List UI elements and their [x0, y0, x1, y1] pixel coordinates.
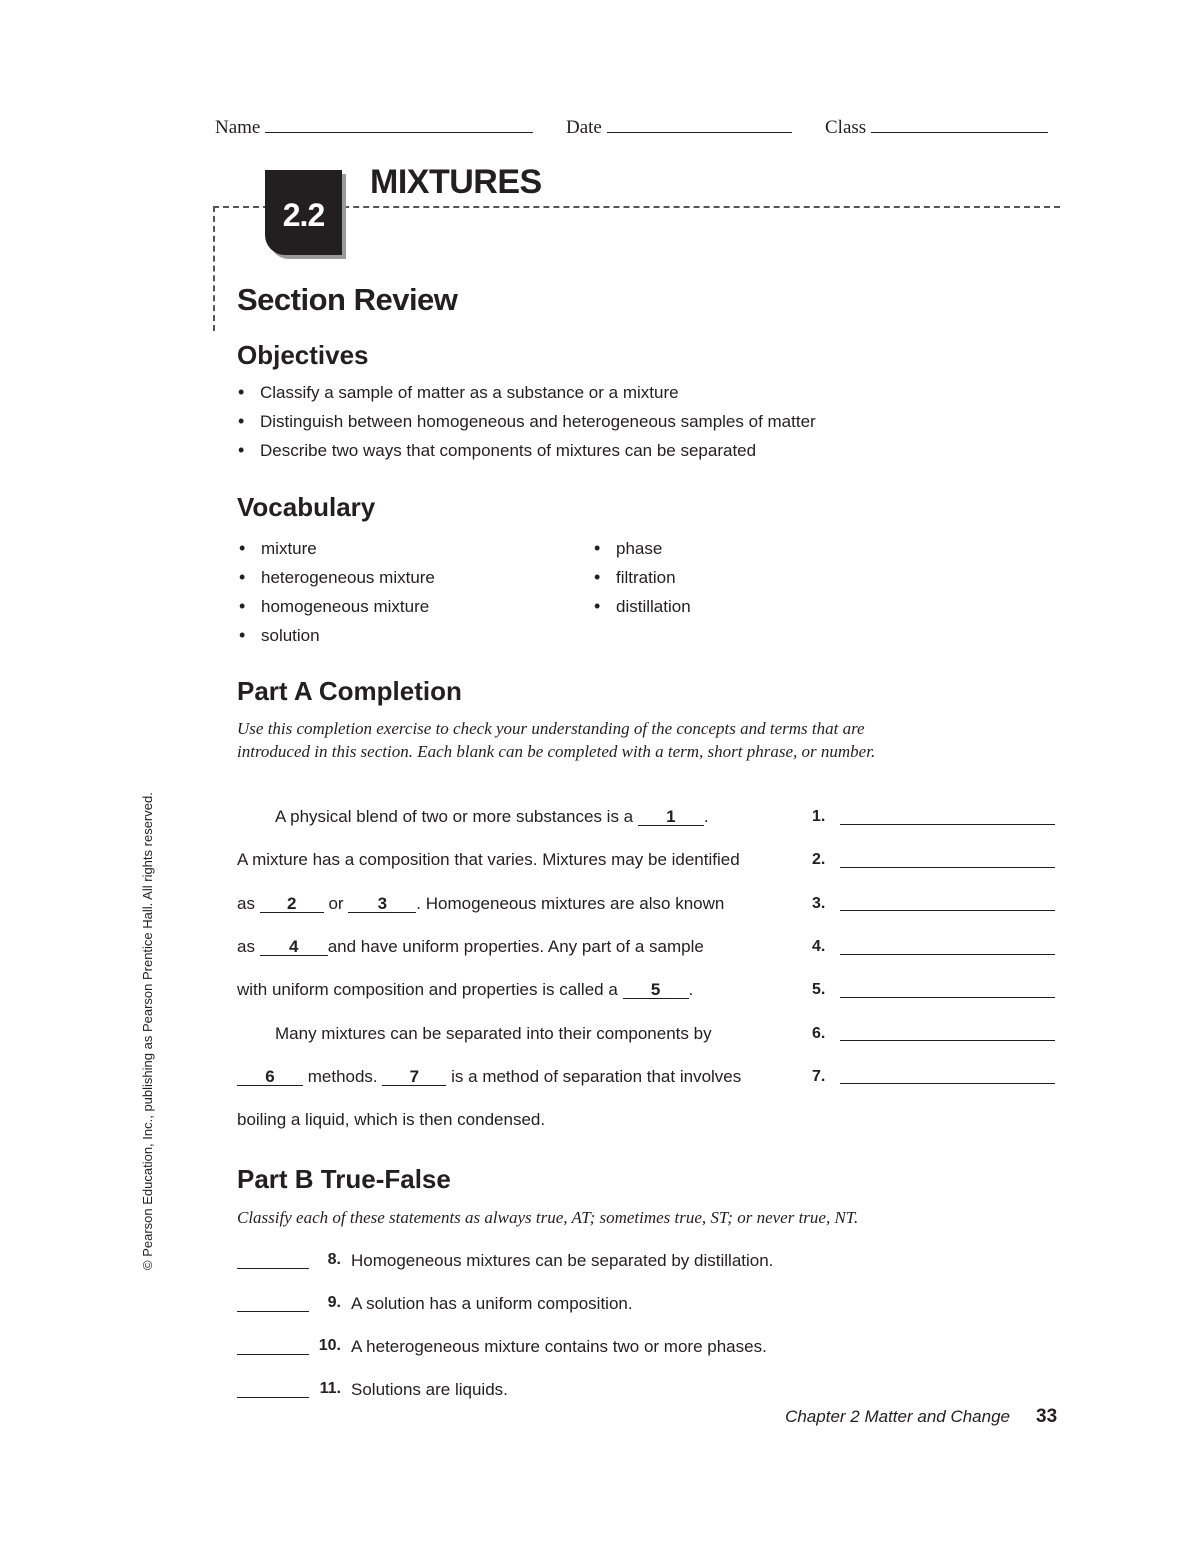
answer-number: 5.	[812, 981, 826, 998]
class-line[interactable]	[871, 116, 1048, 133]
name-field[interactable]	[215, 116, 533, 139]
question-number: 9.	[327, 1294, 341, 1311]
completion-line: A physical blend of two or more substances is a 1 .	[275, 807, 709, 826]
date-line[interactable]	[607, 116, 792, 133]
vocab-term: • homogeneous mixture	[239, 596, 429, 617]
completion-line: 6 methods. 7 is a method of separation that involves	[237, 1067, 741, 1087]
class-label: Class	[825, 117, 867, 138]
completion-line: boiling a liquid, which is then condensed.	[237, 1110, 546, 1129]
date-field[interactable]	[566, 116, 792, 139]
blank-1: 1	[638, 808, 704, 826]
answer-line[interactable]	[840, 1040, 1055, 1041]
blank-4: 4	[260, 938, 328, 956]
answer-line[interactable]	[840, 997, 1055, 998]
chapter-footer: Chapter 2 Matter and Change	[785, 1407, 1010, 1426]
objective-item: • Classify a sample of matter as a substance or a mixture	[238, 382, 679, 403]
answer-line[interactable]	[840, 910, 1055, 911]
blank-3: 3	[348, 895, 416, 913]
vocab-term: • phase	[594, 538, 662, 559]
page-number: 33	[1036, 1406, 1058, 1427]
copyright-notice: © Pearson Education, Inc., publishing as Pearson Prentice Hall. All rights reserved.	[140, 792, 155, 1270]
completion-line: with uniform composition and properties is called a 5 .	[237, 980, 694, 999]
vocab-term: • solution	[239, 625, 320, 646]
true-false-answer-line[interactable]	[237, 1268, 309, 1269]
section-rule-vertical	[213, 206, 215, 331]
blank-6: 6	[237, 1068, 303, 1086]
true-false-answer-line[interactable]	[237, 1397, 309, 1398]
answer-line[interactable]	[840, 1083, 1055, 1084]
answer-line[interactable]	[840, 867, 1055, 868]
true-false-answer-line[interactable]	[237, 1354, 309, 1355]
question-text: Homogeneous mixtures can be separated by distillation.	[351, 1251, 774, 1270]
objective-item: • Describe two ways that components of mixtures can be separated	[238, 440, 756, 461]
completion-line: as 2 or 3 . Homogeneous mixtures are also known	[237, 894, 725, 913]
date-label: Date	[566, 117, 602, 138]
vocabulary-heading: Vocabulary	[237, 492, 376, 522]
answer-number: 2.	[812, 851, 826, 868]
question-number: 11.	[319, 1380, 341, 1397]
objective-item: • Distinguish between homogeneous and heterogeneous samples of matter	[238, 411, 816, 432]
answer-line[interactable]	[840, 824, 1055, 825]
question-text: Solutions are liquids.	[351, 1380, 508, 1399]
question-text: A solution has a uniform composition.	[351, 1294, 633, 1313]
question-text: A heterogeneous mixture contains two or more phases.	[351, 1337, 767, 1356]
part-b-heading: Part B True-False	[237, 1164, 451, 1194]
completion-line: Many mixtures can be separated into their components by	[275, 1024, 712, 1043]
answer-number: 6.	[812, 1025, 826, 1042]
question-number: 10.	[318, 1337, 341, 1354]
blank-2: 2	[260, 895, 324, 913]
vocab-term: • heterogeneous mixture	[239, 567, 435, 588]
section-title: MIXTURES	[370, 163, 542, 201]
objectives-heading: Objectives	[237, 340, 369, 370]
blank-5: 5	[623, 981, 689, 999]
completion-line: as 4 and have uniform properties. Any part of a sample	[237, 937, 704, 956]
part-a-instructions: Use this completion exercise to check your understanding of the concepts and terms that are introduced in this section. Each blank can be completed with a term, short phrase, or number.	[237, 719, 876, 761]
section-number: 2.2	[282, 197, 325, 233]
name-line[interactable]	[265, 116, 533, 133]
true-false-answer-line[interactable]	[237, 1311, 309, 1312]
vocab-term: • mixture	[239, 538, 317, 559]
page-heading: Section Review	[237, 282, 458, 317]
part-b-instructions: Classify each of these statements as always true, AT; sometimes true, ST; or never true, NT.	[237, 1208, 859, 1227]
vocab-term: • filtration	[594, 567, 676, 588]
completion-line: A mixture has a composition that varies. Mixtures may be identified	[237, 850, 740, 869]
blank-7: 7	[382, 1068, 446, 1086]
section-number-badge	[265, 170, 342, 255]
answer-number: 4.	[812, 938, 826, 955]
answer-number: 7.	[812, 1068, 826, 1085]
name-label: Name	[215, 117, 261, 138]
question-number: 8.	[327, 1251, 341, 1268]
vocab-term: • distillation	[594, 596, 691, 617]
answer-line[interactable]	[840, 954, 1055, 955]
part-a-heading: Part A Completion	[237, 676, 462, 706]
answer-number: 3.	[812, 895, 826, 912]
class-field[interactable]	[825, 116, 1048, 139]
answer-number: 1.	[812, 808, 826, 825]
